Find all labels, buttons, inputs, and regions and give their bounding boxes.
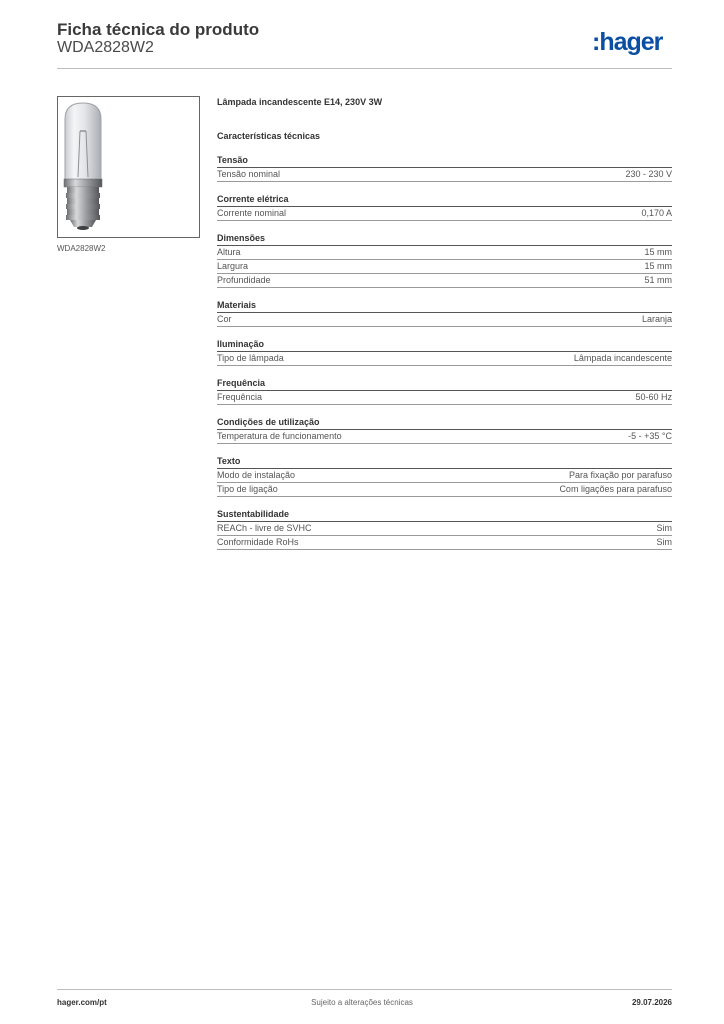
spec-row [217, 483, 672, 497]
spec-row [217, 352, 672, 366]
spec-label: Corrente nominal [217, 208, 287, 218]
spec-group-title: Texto [217, 455, 672, 469]
specification-section [217, 96, 672, 561]
spec-value: Lâmpada incandescente [573, 353, 672, 363]
spec-value: 0,170 A [641, 208, 672, 218]
logo-text: :hager [592, 28, 663, 56]
footer-divider [57, 989, 672, 990]
spec-group-title: Corrente elétrica [217, 193, 672, 207]
specs-heading: Características técnicas [217, 131, 321, 141]
spec-label: Temperatura de funcionamento [217, 431, 342, 441]
spec-group-title: Materiais [217, 299, 672, 313]
spec-value: 15 mm [644, 247, 672, 257]
spec-label: Tipo de ligação [217, 484, 278, 494]
spec-group-iluminacao [217, 338, 672, 366]
spec-value: Com ligações para parafuso [559, 484, 672, 494]
footer-notice: Sujeito a alterações técnicas [311, 998, 413, 1007]
spec-row [217, 246, 672, 260]
light-bulb-icon [58, 97, 199, 237]
spec-value: -5 - +35 °C [628, 431, 672, 441]
product-image [57, 96, 200, 238]
spec-label: REACh - livre de SVHC [217, 523, 312, 533]
spec-group-title: Condições de utilização [217, 416, 672, 430]
spec-label: Tensão nominal [217, 169, 281, 179]
spec-label: Cor [217, 314, 232, 324]
spec-group-title: Dimensões [217, 232, 672, 246]
spec-value: Sim [656, 537, 672, 547]
header-divider [57, 68, 672, 69]
spec-row [217, 207, 672, 221]
spec-group-tensao [217, 154, 672, 182]
spec-row [217, 430, 672, 444]
spec-value: 50-60 Hz [635, 392, 672, 402]
spec-row [217, 536, 672, 550]
product-reference: WDA2828W2 [57, 39, 154, 56]
spec-row [217, 168, 672, 182]
spec-group-title: Frequência [217, 377, 672, 391]
spec-group-corrente [217, 193, 672, 221]
footer-date: 29.07.2026 [631, 998, 672, 1007]
spec-label: Altura [217, 247, 241, 257]
spec-group-title: Iluminação [217, 338, 672, 352]
spec-label: Conformidade RoHs [217, 537, 299, 547]
spec-group-title: Sustentabilidade [217, 508, 672, 522]
spec-value: Laranja [641, 314, 672, 324]
spec-groups [217, 154, 672, 550]
spec-group-condicoes [217, 416, 672, 444]
spec-group-materiais [217, 299, 672, 327]
spec-group-sustentabilidade [217, 508, 672, 550]
spec-group-texto [217, 455, 672, 497]
spec-value: 51 mm [644, 275, 672, 285]
spec-label: Tipo de lâmpada [217, 353, 284, 363]
spec-value: 15 mm [644, 261, 672, 271]
spec-row [217, 274, 672, 288]
spec-row [217, 313, 672, 327]
spec-group-frequencia [217, 377, 672, 405]
spec-label: Modo de instalação [217, 470, 296, 480]
product-title: Lâmpada incandescente E14, 230V 3W [217, 97, 383, 107]
image-caption: WDA2828W2 [57, 244, 106, 253]
footer-website-link[interactable]: hager.com/pt [57, 998, 107, 1007]
spec-row [217, 391, 672, 405]
spec-label: Profundidade [217, 275, 271, 285]
spec-label: Frequência [217, 392, 263, 402]
hager-logo [592, 26, 676, 58]
spec-label: Largura [217, 261, 249, 271]
spec-value: Para fixação por parafuso [568, 470, 672, 480]
spec-row [217, 260, 672, 274]
page-title: Ficha técnica do produto [57, 20, 260, 39]
spec-value: Sim [656, 523, 672, 533]
spec-group-title: Tensão [217, 154, 672, 168]
spec-row [217, 522, 672, 536]
spec-group-dimensoes [217, 232, 672, 288]
spec-row [217, 469, 672, 483]
spec-value: 230 - 230 V [625, 169, 672, 179]
